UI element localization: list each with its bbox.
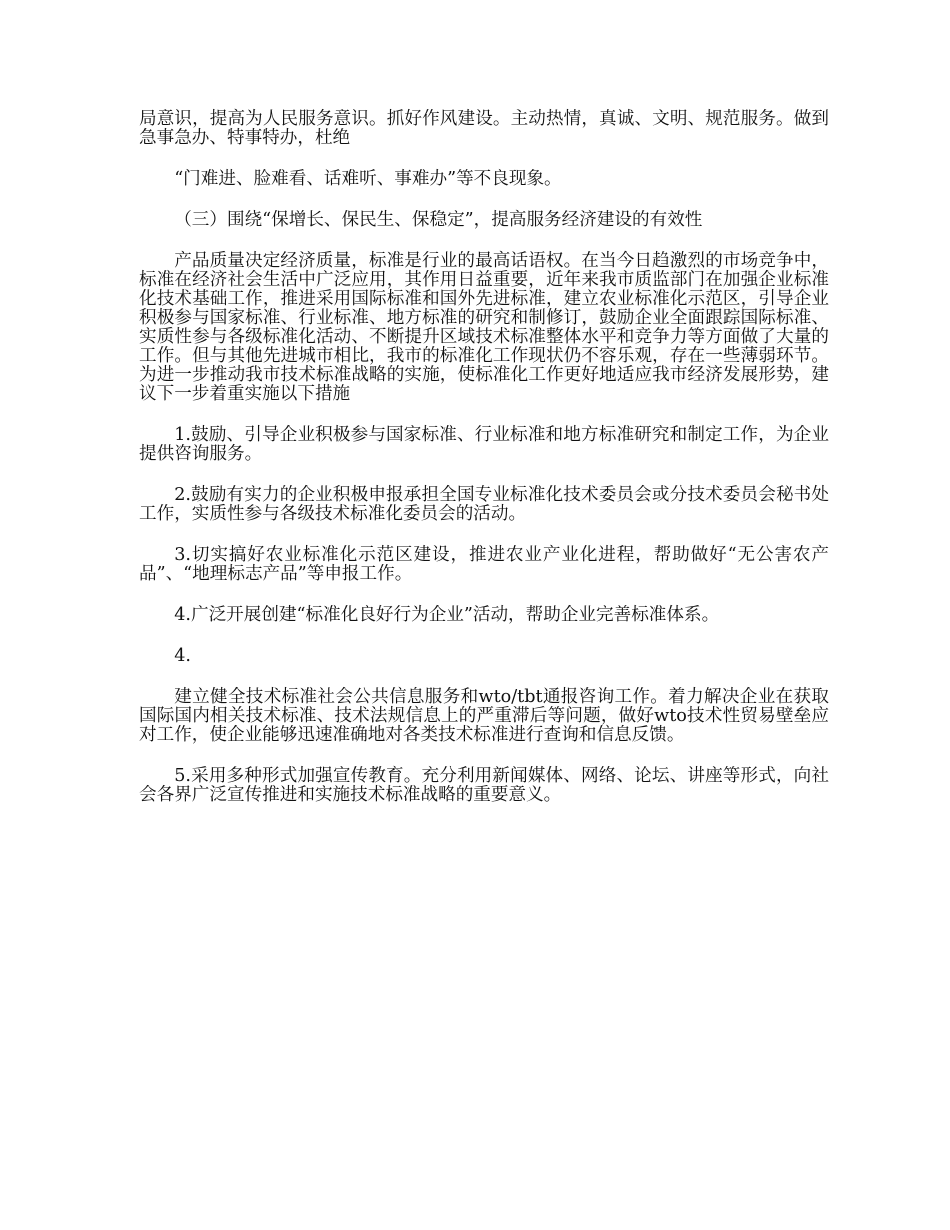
list-item-3: 3.切实搞好农业标准化示范区建设，推进农业产业化进程，帮助做好“无公害农产品”、“地理标志产品”等申报工作。 [139, 545, 829, 584]
list-item-4-body: 建立健全技术标准社会公共信息服务和wto/tbt通报咨询工作。着力解决企业在获取国际国内相关技术标准、技术法规信息上的严重滞后等问题，做好wto技术性贸易壁垒应对工作，使企业能够迅速准确地对各类技术标准进行查询和信息反馈。 [139, 687, 829, 745]
document-body [139, 110, 829, 827]
paragraph-1: 局意识，提高为人民服务意识。抓好作风建设。主动热情，真诚、文明、规范服务。做到急事急办、特事特办，杜绝 [139, 109, 829, 148]
list-item-5: 5.采用多种形式加强宣传教育。充分利用新闻媒体、网络、论坛、讲座等形式，向社会各界广泛宣传推进和实施技术标准战略的重要意义。 [139, 766, 829, 805]
list-item-2: 2.鼓励有实力的企业积极申报承担全国专业标准化技术委员会或分技术委员会秘书处工作，实质性参与各级技术标准化委员会的活动。 [139, 485, 829, 524]
paragraph-intro: 产品质量决定经济质量，标准是行业的最高话语权。在当今日趋激烈的市场竞争中，标准在经济社会生活中广泛应用，其作用日益重要，近年来我市质监部门在加强企业标准化技术基础工作，推进采用国际标准和国外先进标准，建立农业标准化示范区，引导企业积极参与国家标准、行业标准、地方标准的研究和制修订，鼓励企业全面跟踪国际标准、实质性参与各级标准化活动、不断提升区域技术标准整体水平和竞争力等方面做了大量的工作。但与其他先进城市相比，我市的标准化工作现状仍不容乐观，存在一些薄弱环节。为进一步推动我市技术标准战略的实施，使标准化工作更好地适应我市经济发展形势，建议下一步着重实施以下措施 [139, 251, 829, 404]
list-item-1: 1.鼓励、引导企业积极参与国家标准、行业标准和地方标准研究和制定工作，为企业提供咨询服务。 [139, 425, 829, 464]
paragraph-2: “门难进、脸难看、话难听、事难办”等不良现象。 [174, 169, 562, 189]
section-heading: （三）围绕“保增长、保民生、保稳定”，提高服务经济建设的有效性 [174, 210, 703, 230]
list-item-4-number: 4. [174, 646, 191, 666]
list-item-4: 4.广泛开展创建“标准化良好行为企业”活动，帮助企业完善标准体系。 [174, 605, 720, 625]
